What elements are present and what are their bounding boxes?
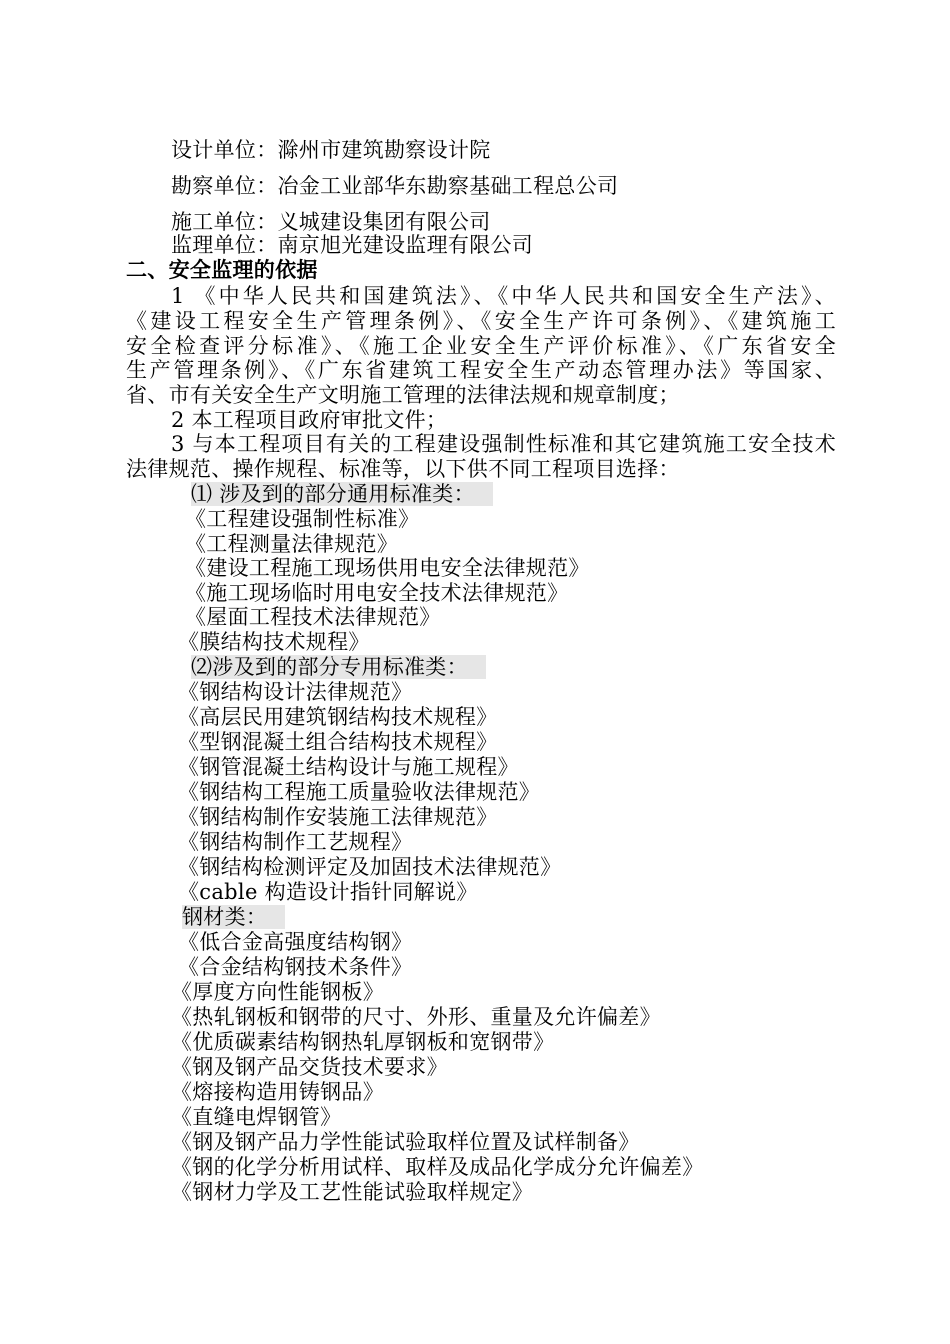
general-standards-heading-text: ⑴ 涉及到的部分通用标准类：	[191, 482, 493, 506]
list-item: 《高层民用建筑钢结构技术规程》	[178, 705, 498, 729]
list-item: 《工程测量法律规范》	[185, 532, 398, 556]
special-standards-heading-text: ⑵涉及到的部分专用标准类：	[191, 655, 486, 679]
para1-line-5: 省、市有关安全生产文明施工管理的法律法规和规章制度；	[126, 383, 680, 407]
list-item: 《低合金高强度结构钢》	[178, 930, 413, 954]
design-unit-line: 设计单位：滁州市建筑勘察设计院	[171, 138, 491, 162]
list-item: 《热轧钢板和钢带的尺寸、外形、重量及允许偏差》	[171, 1005, 661, 1029]
steel-materials-heading-text: 钢材类：	[182, 905, 285, 929]
supervision-unit-line: 监理单位：南京旭光建设监理有限公司	[171, 233, 534, 257]
list-item: 《钢结构制作工艺规程》	[178, 830, 413, 854]
list-item: 《建设工程施工现场供用电安全法律规范》	[185, 556, 590, 580]
list-item: 《膜结构技术规程》	[178, 630, 370, 654]
special-standards-heading	[191, 655, 486, 679]
general-standards-heading	[191, 482, 493, 506]
construction-unit-line: 施工单位：义城建设集团有限公司	[171, 210, 491, 234]
para3-line-2: 法律规范、操作规程、标准等，以下供不同工程项目选择：	[126, 457, 680, 481]
list-item: 《钢结构制作安装施工法律规范》	[178, 805, 498, 829]
list-item: 《施工现场临时用电安全技术法律规范》	[185, 581, 569, 605]
list-item: 《钢管混凝土结构设计与施工规程》	[178, 755, 519, 779]
para3-line-1: 3 与本工程项目有关的工程建设强制性标准和其它建筑施工安全技术	[171, 432, 836, 456]
list-item: 《工程建设强制性标准》	[185, 507, 420, 531]
list-item: 《钢结构检测评定及加固技术法律规范》	[178, 855, 562, 879]
list-item: 《屋面工程技术法律规范》	[185, 605, 441, 629]
para2-line: 2 本工程项目政府审批文件；	[171, 408, 448, 432]
para1-line-3: 安全检查评分标准》、《施工企业安全生产评价标准》、《广东省安全	[126, 334, 836, 358]
para1-line-2: 《建设工程安全生产管理条例》、《安全生产许可条例》、《建筑施工	[126, 309, 836, 333]
list-item: 《优质碳素结构钢热轧厚钢板和宽钢带》	[171, 1030, 555, 1054]
list-item: 《合金结构钢技术条件》	[178, 955, 413, 979]
list-item: 《熔接构造用铸钢品》	[171, 1080, 384, 1104]
steel-materials-heading	[182, 905, 285, 929]
list-item: 《钢及钢产品交货技术要求》	[171, 1055, 448, 1079]
para1-line-4: 生产管理条例》、《广东省建筑工程安全生产动态管理办法》等国家、	[126, 358, 836, 382]
list-item: 《钢及钢产品力学性能试验取样位置及试样制备》	[171, 1130, 640, 1154]
list-item: 《直缝电焊钢管》	[171, 1105, 342, 1129]
list-item: 《钢结构设计法律规范》	[178, 680, 413, 704]
list-item: 《厚度方向性能钢板》	[171, 980, 384, 1004]
para1-line-1: 1 《中华人民共和国建筑法》、《中华人民共和国安全生产法》、	[171, 284, 836, 308]
list-item: 《钢的化学分析用试样、取样及成品化学成分允许偏差》	[171, 1155, 704, 1179]
list-item: 《钢材力学及工艺性能试验取样规定》	[171, 1180, 534, 1204]
section-heading: 二、安全监理的依据	[126, 257, 318, 282]
list-item: 《cable 构造设计指针同解说》	[178, 880, 478, 904]
list-item: 《型钢混凝土组合结构技术规程》	[178, 730, 498, 754]
survey-unit-line: 勘察单位：冶金工业部华东勘察基础工程总公司	[171, 174, 619, 198]
list-item: 《钢结构工程施工质量验收法律规范》	[178, 780, 541, 804]
